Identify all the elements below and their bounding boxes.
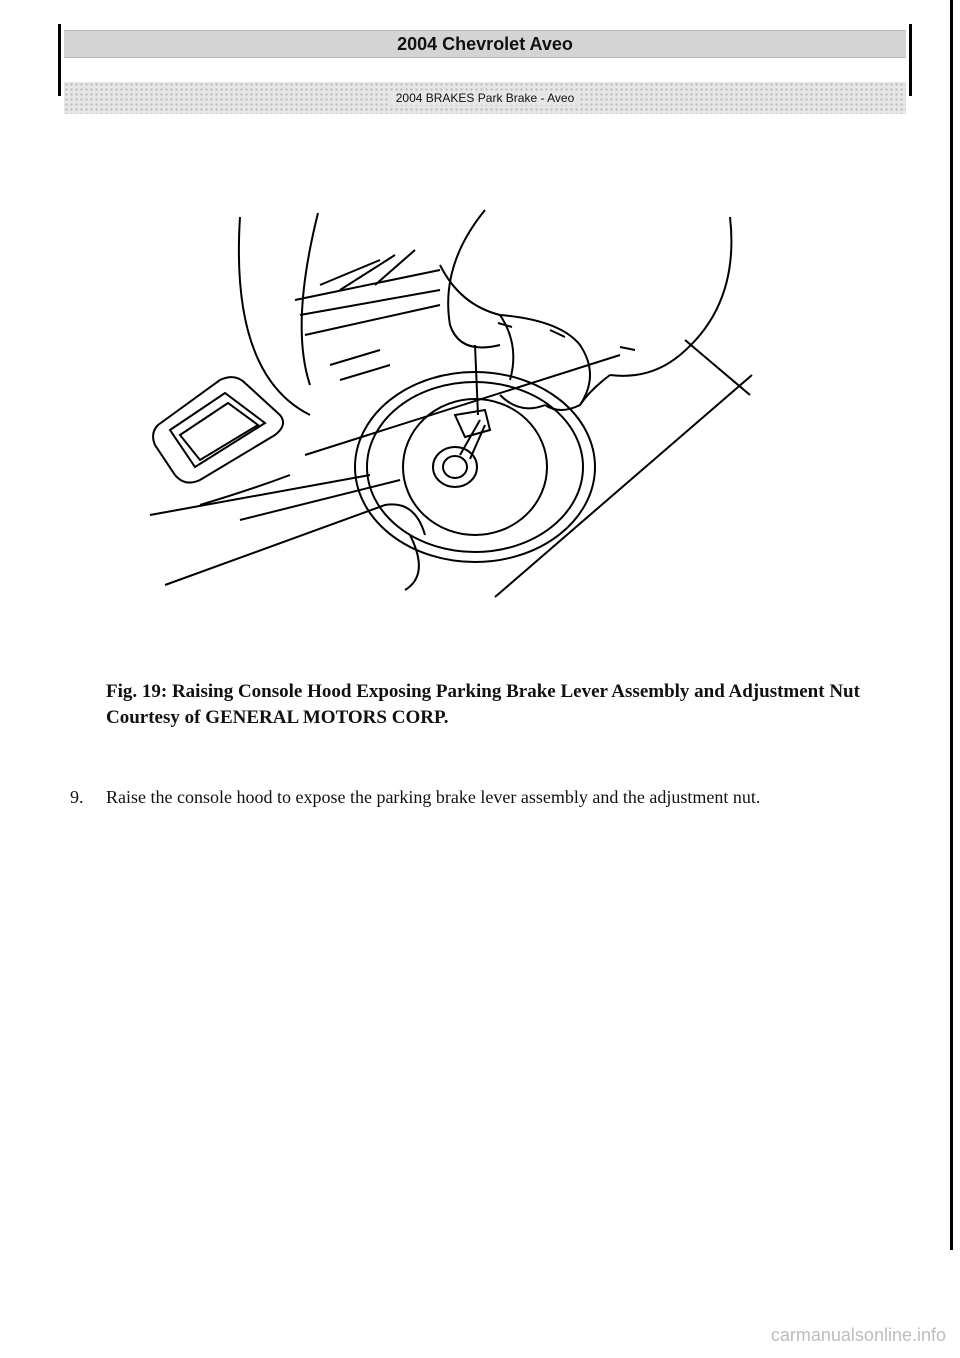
step-number: 9.: [70, 787, 84, 807]
figure-caption-text: Fig. 19: Raising Console Hood Exposing Parking Brake Lever Assembly and Adjustment Nut: [106, 681, 860, 702]
figure-courtesy: Courtesy of GENERAL MOTORS CORP.: [106, 707, 449, 728]
section-subtitle: [64, 82, 906, 114]
page-header: [58, 24, 912, 105]
procedure-step: [60, 785, 900, 809]
step-text: Raise the console hood to expose the parking brake lever assembly and the adjustment nut.: [106, 787, 761, 807]
figure-caption: [106, 680, 876, 730]
page-edge-rule: [950, 0, 953, 1250]
document-title: 2004 Chevrolet Aveo: [64, 30, 906, 58]
section-subtitle-text: 2004 BRAKES Park Brake - Aveo: [390, 91, 581, 105]
watermark: carmanualsonline.info: [770, 1325, 946, 1345]
parking-brake-illustration: [140, 205, 770, 615]
